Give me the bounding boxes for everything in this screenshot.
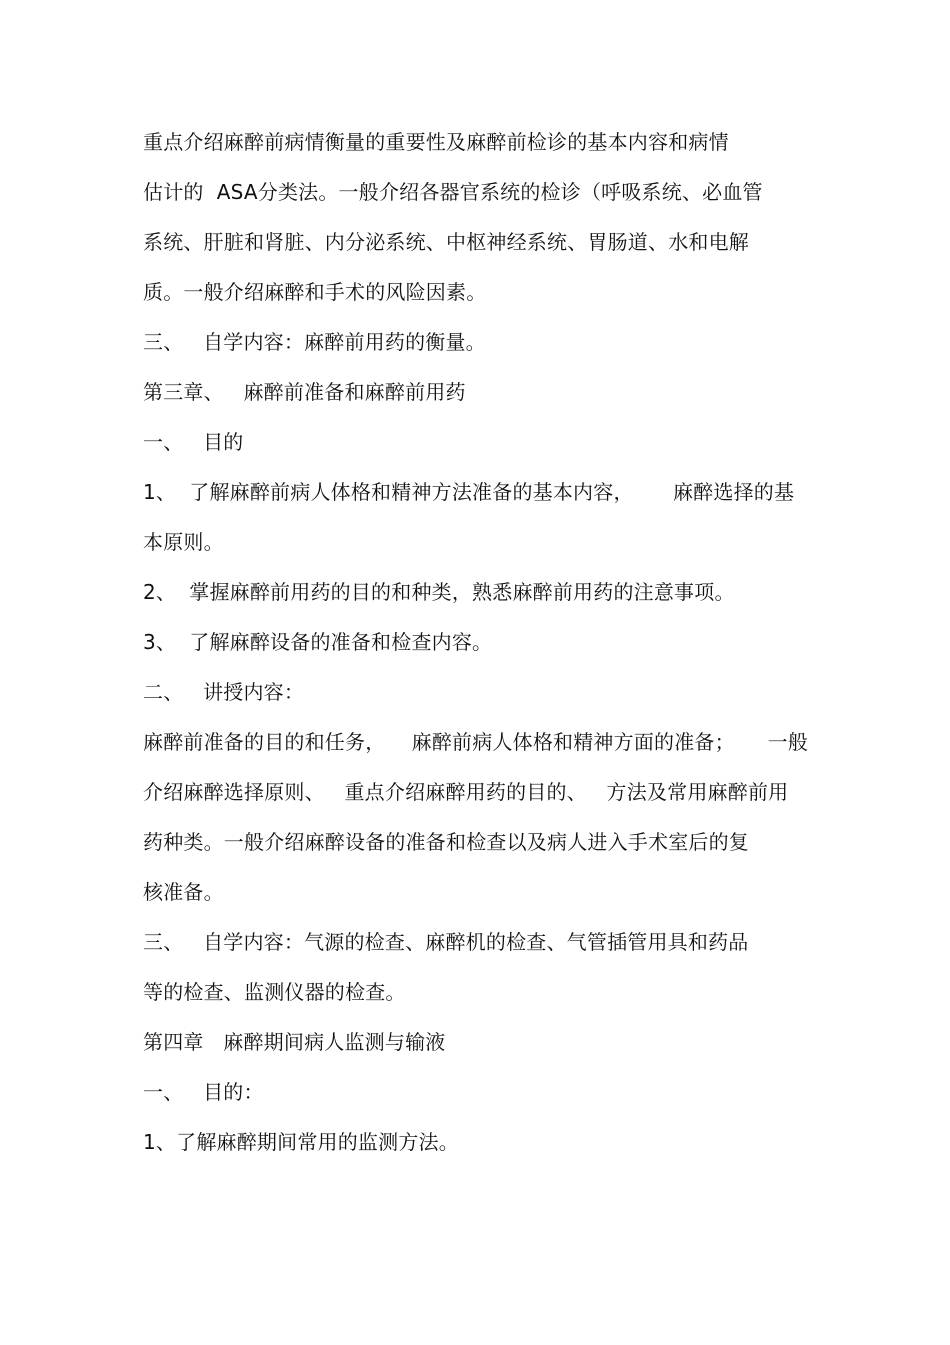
chapter-heading: 第四章 麻醉期间病人监测与输液: [143, 1030, 446, 1054]
list-item: 3、 了解麻醉设备的准备和检查内容。: [143, 630, 493, 654]
section-heading: 三、 自学内容：气源的检查、麻醉机的检查、气管插管用具和药品: [143, 930, 749, 954]
chapter-heading: 第三章、 麻醉前准备和麻醉前用药: [143, 380, 466, 404]
text-line: 核准备。: [143, 880, 224, 904]
text-line: 系统、肝脏和肾脏、内分泌系统、中枢神经系统、胃肠道、水和电解: [143, 230, 749, 254]
text-line: 麻醉前准备的目的和任务， 麻醉前病人体格和精神方面的准备； 一般: [143, 730, 809, 754]
section-heading: 二、 讲授内容：: [143, 680, 305, 704]
text-line: 重点介绍麻醉前病情衡量的重要性及麻醉前检诊的基本内容和病情: [143, 130, 729, 154]
text-line: 质。一般介绍麻醉和手术的风险因素。: [143, 280, 487, 304]
text-line: 估计的 ASA分类法。一般介绍各器官系统的检诊（呼吸系统、必血管: [143, 180, 763, 204]
text-line: 等的检查、监测仪器的检查。: [143, 980, 406, 1004]
list-item: 2、 掌握麻醉前用药的目的和种类，熟悉麻醉前用药的注意事项。: [143, 580, 735, 604]
text-line: 本原则。: [143, 530, 224, 554]
text-line: 介绍麻醉选择原则、 重点介绍麻醉用药的目的、 方法及常用麻醉前用: [143, 780, 789, 804]
section-heading: 一、 目的：: [143, 1080, 264, 1104]
section-heading: 一、 目的: [143, 430, 244, 454]
list-item: 1、了解麻醉期间常用的监测方法。: [143, 1130, 459, 1154]
list-item: 1、 了解麻醉前病人体格和精神方法准备的基本内容， 麻醉选择的基: [143, 480, 795, 504]
text-line: 药种类。一般介绍麻醉设备的准备和检查以及病人进入手术室后的复: [143, 830, 749, 854]
section-heading: 三、 自学内容：麻醉前用药的衡量。: [143, 330, 486, 354]
